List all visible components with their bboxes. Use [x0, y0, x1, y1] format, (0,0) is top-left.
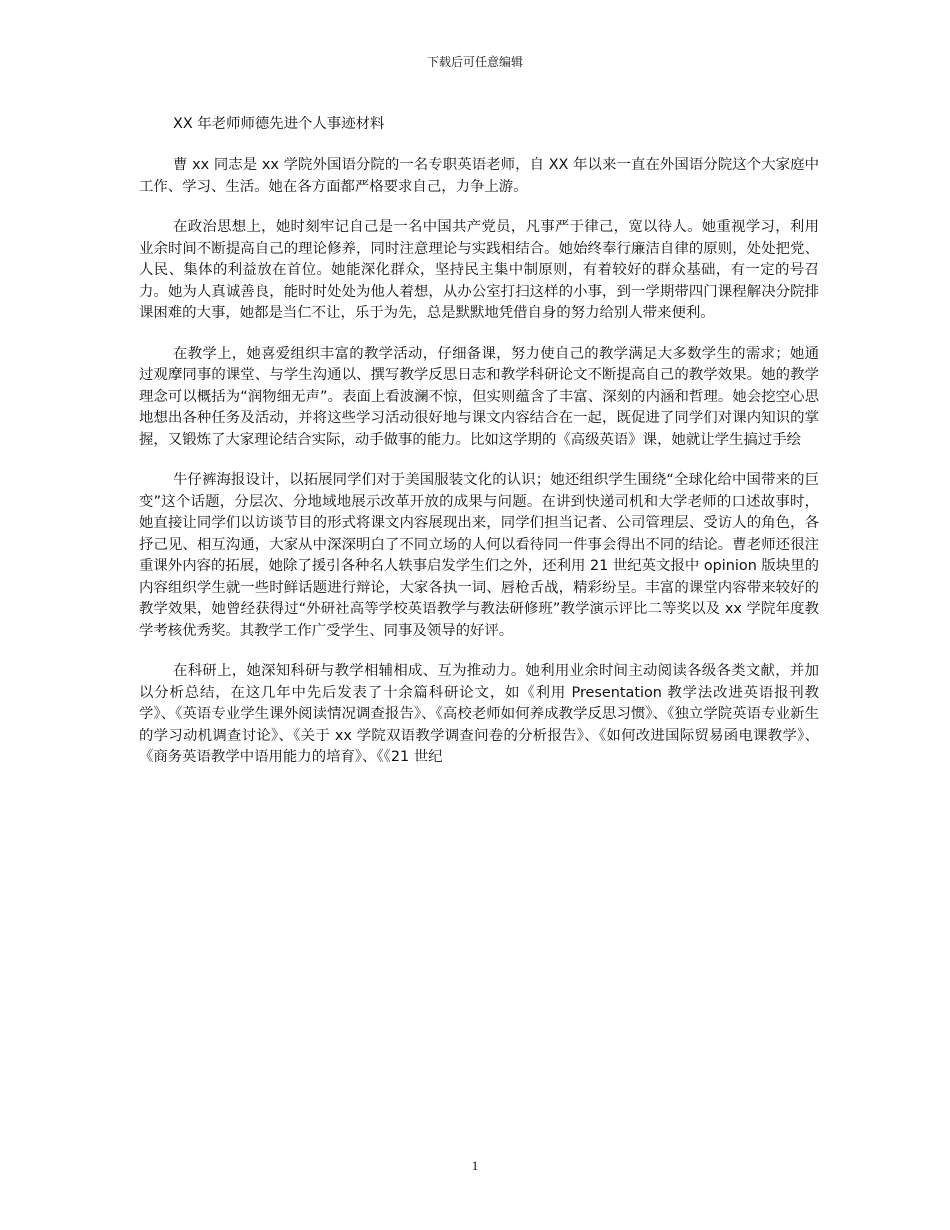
- paragraph-teaching-continued: 牛仔裤海报设计，以拓展同学们对于美国服装文化的认识；她还组织学生围绕“全球化给中国带来的巨变”这个话题，分层次、分地域地展示改革开放的成果与问题。在讲到快递司机和大学老师的口述故事时，她直接让同学们以访谈节目的形式将课文内容展现出来，同学们担当记者、公司管理层、受访人的角色，各抒己见、相互沟通，大家从中深深明白了不同立场的人何以看待同一件事会得出不同的结论。曹老师还很注重课外内容的拓展，她除了援引各种名人轶事启发学生们之外，还利用 21 世纪英文报中 opinion 版块里的内容组织学生就一些时鲜话题进行辩论，大家各执一词、唇枪舌战，精彩纷呈。丰富的课堂内容带来较好的教学效果，她曾经获得过“外研社高等学校英语教学与教法研修班”教学演示评比二等奖以及 xx 学院年度教学考核优秀奖。其教学工作广受学生、同事及领导的好评。: [139, 472, 819, 639]
- document-title: XX 年老师师德先进个人事迹材料: [173, 116, 385, 132]
- paragraph-teaching: 在教学上，她喜爱组织丰富的教学活动，仔细备课，努力使自己的教学满足大多数学生的需求；她通过观摩同事的课堂、与学生沟通以、撰写教学反思日志和教学科研论文不断提高自己的教学效果。她的教学理念可以概括为“润物细无声”。表面上看波澜不惊，但实则蕴含了丰富、深刻的内涵和哲理。她会挖空心思地想出各种任务及活动，并将这些学习活动很好地与课文内容结合在一起，既促进了同学们对课内知识的掌握，又锻炼了大家理论结合实际，动手做事的能力。比如这学期的《高级英语》课，她就让学生搞过手绘: [139, 345, 819, 448]
- document-body: [139, 112, 819, 788]
- paragraph-intro: 曹 xx 同志是 xx 学院外国语分院的一名专职英语老师，自 XX 年以来一直在外国语分院这个大家庭中工作、学习、生活。她在各方面都严格要求自己，力争上游。: [139, 157, 819, 195]
- paragraph-political: 在政治思想上，她时刻牢记自己是一名中国共产党员，凡事严于律己，宽以待人。她重视学习，利用业余时间不断提高自己的理论修养，同时注意理论与实践相结合。她始终奉行廉洁自律的原则，处处把党、人民、集体的利益放在首位。她能深化群众，坚持民主集中制原则，有着较好的群众基础，有一定的号召力。她为人真诚善良，能时时处处为他人着想，从办公室打扫这样的小事，到一学期带四门课程解决分院排课困难的大事，她都是当仁不让，乐于为先，总是默默地凭借自身的努力给别人带来便利。: [139, 219, 819, 321]
- page-number: 1: [471, 1158, 479, 1173]
- paragraph-research: 在科研上，她深知科研与教学相辅相成、互为推动力。她利用业余时间主动阅读各级各类文献，并加以分析总结，在这几年中先后发表了十余篇科研论文，如《利用 Presentation 教学法改进英语报刊教学》、《英语专业学生课外阅读情况调查报告》、《高校老师如何养成教学反思习惯》、《独立学院英语专业新生的学习动机调查讨论》、《关于 xx 学院双语教学调查问卷的分析报告》、《如何改进国际贸易函电课教学》、《商务英语教学中语用能力的培育》、《《21 世纪: [139, 663, 819, 765]
- page-header: 下载后可任意编辑: [426, 55, 523, 69]
